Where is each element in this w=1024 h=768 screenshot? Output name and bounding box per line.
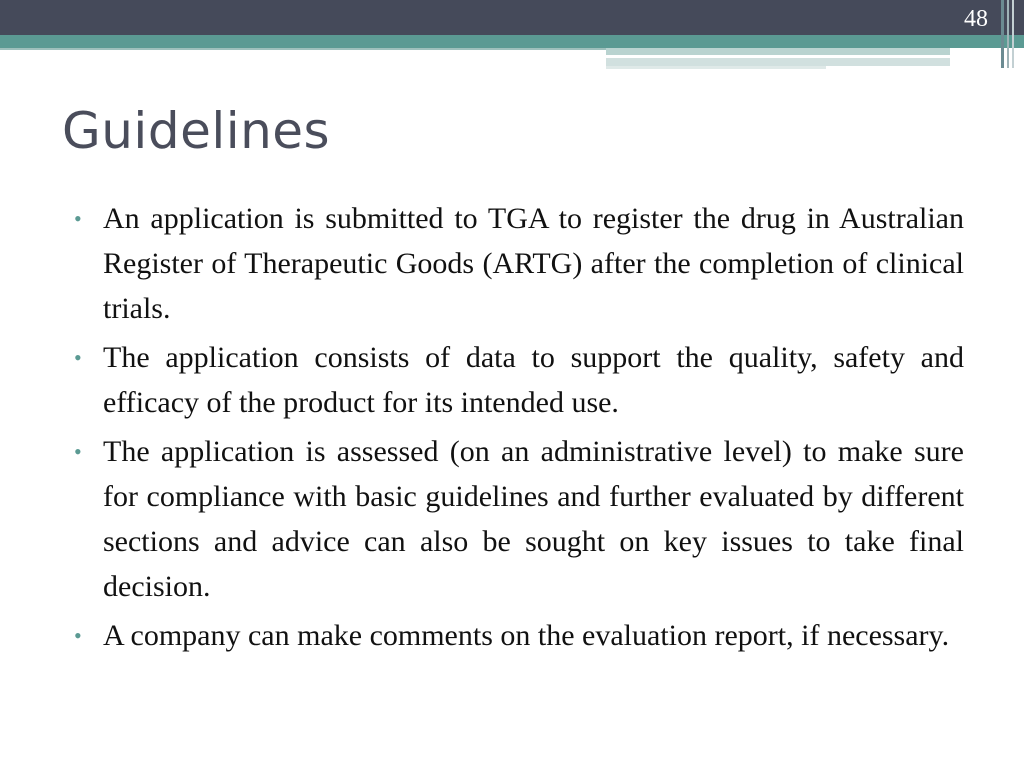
header-vertical-line bbox=[1001, 0, 1004, 68]
bullet-item bbox=[72, 335, 964, 425]
header-accent-stripe-2 bbox=[606, 58, 950, 66]
bullet-marker-icon: • bbox=[74, 345, 82, 370]
header-vertical-line bbox=[1007, 0, 1009, 68]
bullet-item bbox=[72, 429, 964, 609]
bullet-text: An application is submitted to TGA to register the drug in Australian Register of Therapeutic Goods (ARTG) after the completion of clinical trials. bbox=[103, 202, 964, 325]
header-teal-bar bbox=[0, 35, 1024, 48]
bullet-marker-icon: • bbox=[74, 439, 82, 464]
header-light-strip bbox=[0, 48, 610, 50]
slide-number: 48 bbox=[964, 6, 988, 32]
bullet-marker-icon: • bbox=[74, 623, 82, 648]
bullet-list bbox=[72, 196, 964, 662]
bullet-item bbox=[72, 613, 964, 658]
header-accent-stripe-1 bbox=[606, 48, 950, 55]
bullet-item bbox=[72, 196, 964, 331]
bullet-text: The application is assessed (on an administrative level) to make sure for compliance with basic guidelines and further evaluated by different sections and advice can also be sought on key issues to take final decision. bbox=[103, 435, 964, 603]
bullet-text: The application consists of data to support the quality, safety and efficacy of the product for its intended use. bbox=[103, 341, 964, 419]
bullet-text: A company can make comments on the evaluation report, if necessary. bbox=[103, 619, 950, 652]
header-vertical-line bbox=[1012, 0, 1014, 68]
header-dark-bar bbox=[0, 0, 1024, 35]
bullet-marker-icon: • bbox=[74, 206, 82, 231]
header-accent-stripe-3 bbox=[606, 66, 826, 69]
slide-title: Guidelines bbox=[62, 102, 331, 160]
